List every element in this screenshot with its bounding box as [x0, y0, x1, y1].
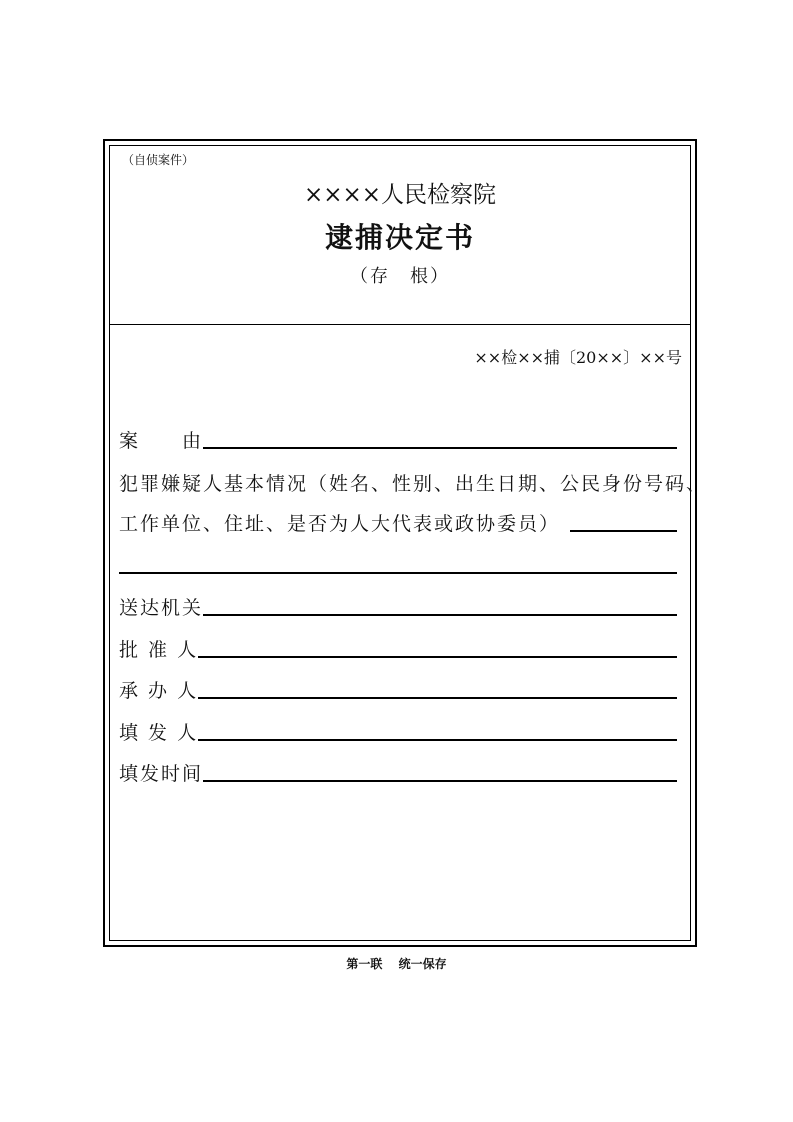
approver-field[interactable]	[198, 656, 677, 658]
approver-label: 批 准 人	[119, 639, 199, 661]
suspect-info-label-line2: 工作单位、住址、是否为人大代表或政协委员）	[119, 513, 561, 535]
case-reason-label: 案 由	[119, 430, 204, 452]
suspect-info-label-line1: 犯罪嫌疑人基本情况（姓名、性别、出生日期、公民身份号码、	[119, 473, 708, 495]
delivery-agency-row	[119, 590, 677, 620]
form-inner-frame	[109, 145, 708, 941]
issuer-row	[119, 715, 677, 745]
form-outer-frame	[103, 139, 708, 947]
delivery-agency-label: 送达机关	[119, 597, 204, 619]
document-number: ××检××捕〔20××〕××号	[474, 348, 682, 367]
header-divider	[110, 324, 690, 325]
issuer-field[interactable]	[198, 739, 677, 741]
document-title: 逮捕决定书	[324, 221, 475, 254]
approver-row	[119, 632, 677, 662]
stub-label: （存 根）	[350, 266, 450, 287]
issue-time-label: 填发时间	[119, 763, 204, 785]
suspect-info-field-continued[interactable]	[119, 572, 677, 574]
handler-row	[119, 673, 677, 703]
organization-name: ××××人民检察院	[303, 182, 497, 208]
suspect-info-field[interactable]	[570, 530, 677, 532]
issuer-label: 填 发 人	[119, 722, 199, 744]
issue-time-row	[119, 756, 677, 786]
case-type-label: （自侦案件）	[122, 153, 195, 167]
issue-time-field[interactable]	[203, 780, 677, 782]
handler-label: 承 办 人	[119, 680, 199, 702]
footer-copy-note: 第一联 统一保存	[346, 957, 447, 971]
suspect-info-row	[119, 506, 677, 536]
case-reason-field[interactable]	[203, 447, 677, 449]
handler-field[interactable]	[198, 697, 677, 699]
delivery-agency-field[interactable]	[203, 614, 677, 616]
case-reason-row	[119, 423, 677, 453]
